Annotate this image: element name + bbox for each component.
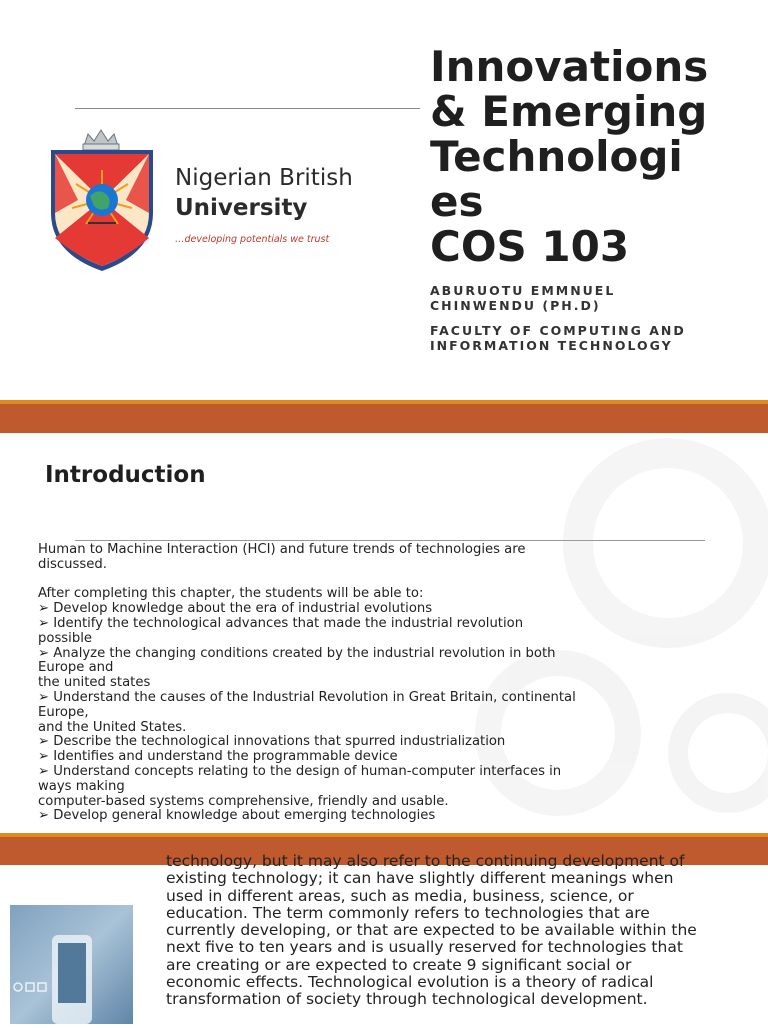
university-name-line1: Nigerian British [175, 165, 353, 191]
definition-body: technology, but it may also refer to the continuing development of existing technology; it can have slightly different meanings when used in different areas, such as media, business, science, or education. The term commonly refers to technologies that are currently developing, or that are expected to be available within the next five to ten years and is usually reserved for technologies that are creating or are expected to create 9 significant social or economic effects. Technological evolution is a theory of radical transformation of society through technological development. [166, 852, 697, 1009]
crown-icon [83, 130, 119, 150]
app-icons [14, 983, 46, 991]
technology-image [10, 905, 133, 1024]
accent-bar [0, 400, 768, 433]
introduction-body: Human to Machine Interaction (HCI) and future trends of technologies are discussed. After completing this chapter, the students will be able to: ➢ Develop knowledge about the era of industrial evolutions ➢ Identify the technological advances that made the industrial revolution possible ➢ Analyze the changing conditions created by the industrial revolution in both Europe and the united states ➢ Understand the causes of the Industrial Revolution in Great Britain, continental Europe, and the United States. ➢ Describe the technological innovations that spurred industrialization ➢ Identifies and understand the programmable device ➢ Understand concepts relating to the design of human-computer interfaces in ways making computer-based systems comprehensive, friendly and usable. ➢ Develop general knowledge about emerging technologies [38, 542, 576, 824]
slide-title [430, 44, 760, 269]
divider-line [75, 540, 705, 541]
title-line: Innovations [430, 42, 709, 91]
author-line: ABURUOTU EMMNUEL [430, 283, 616, 298]
section-title: Introduction [45, 462, 206, 488]
faculty-name [430, 323, 760, 353]
divider-line [75, 108, 420, 109]
title-line: COS 103 [430, 222, 630, 271]
shield-icon [51, 150, 153, 271]
introduction-slide [0, 433, 768, 837]
university-name-line2: University [175, 195, 308, 221]
title-line: & Emerging [430, 87, 708, 136]
university-name [175, 163, 353, 223]
university-tagline: …developing potentials we trust [175, 234, 330, 245]
definition-slide [0, 852, 768, 1024]
faculty-line: INFORMATION TECHNOLOGY [430, 338, 673, 353]
title-line: Technologi [430, 132, 683, 181]
faculty-line: FACULTY OF COMPUTING AND [430, 323, 686, 338]
title-line: es [430, 177, 484, 226]
author-line: CHINWENDU (PH.D) [430, 298, 601, 313]
author-name [430, 283, 760, 313]
title-slide [0, 0, 768, 400]
